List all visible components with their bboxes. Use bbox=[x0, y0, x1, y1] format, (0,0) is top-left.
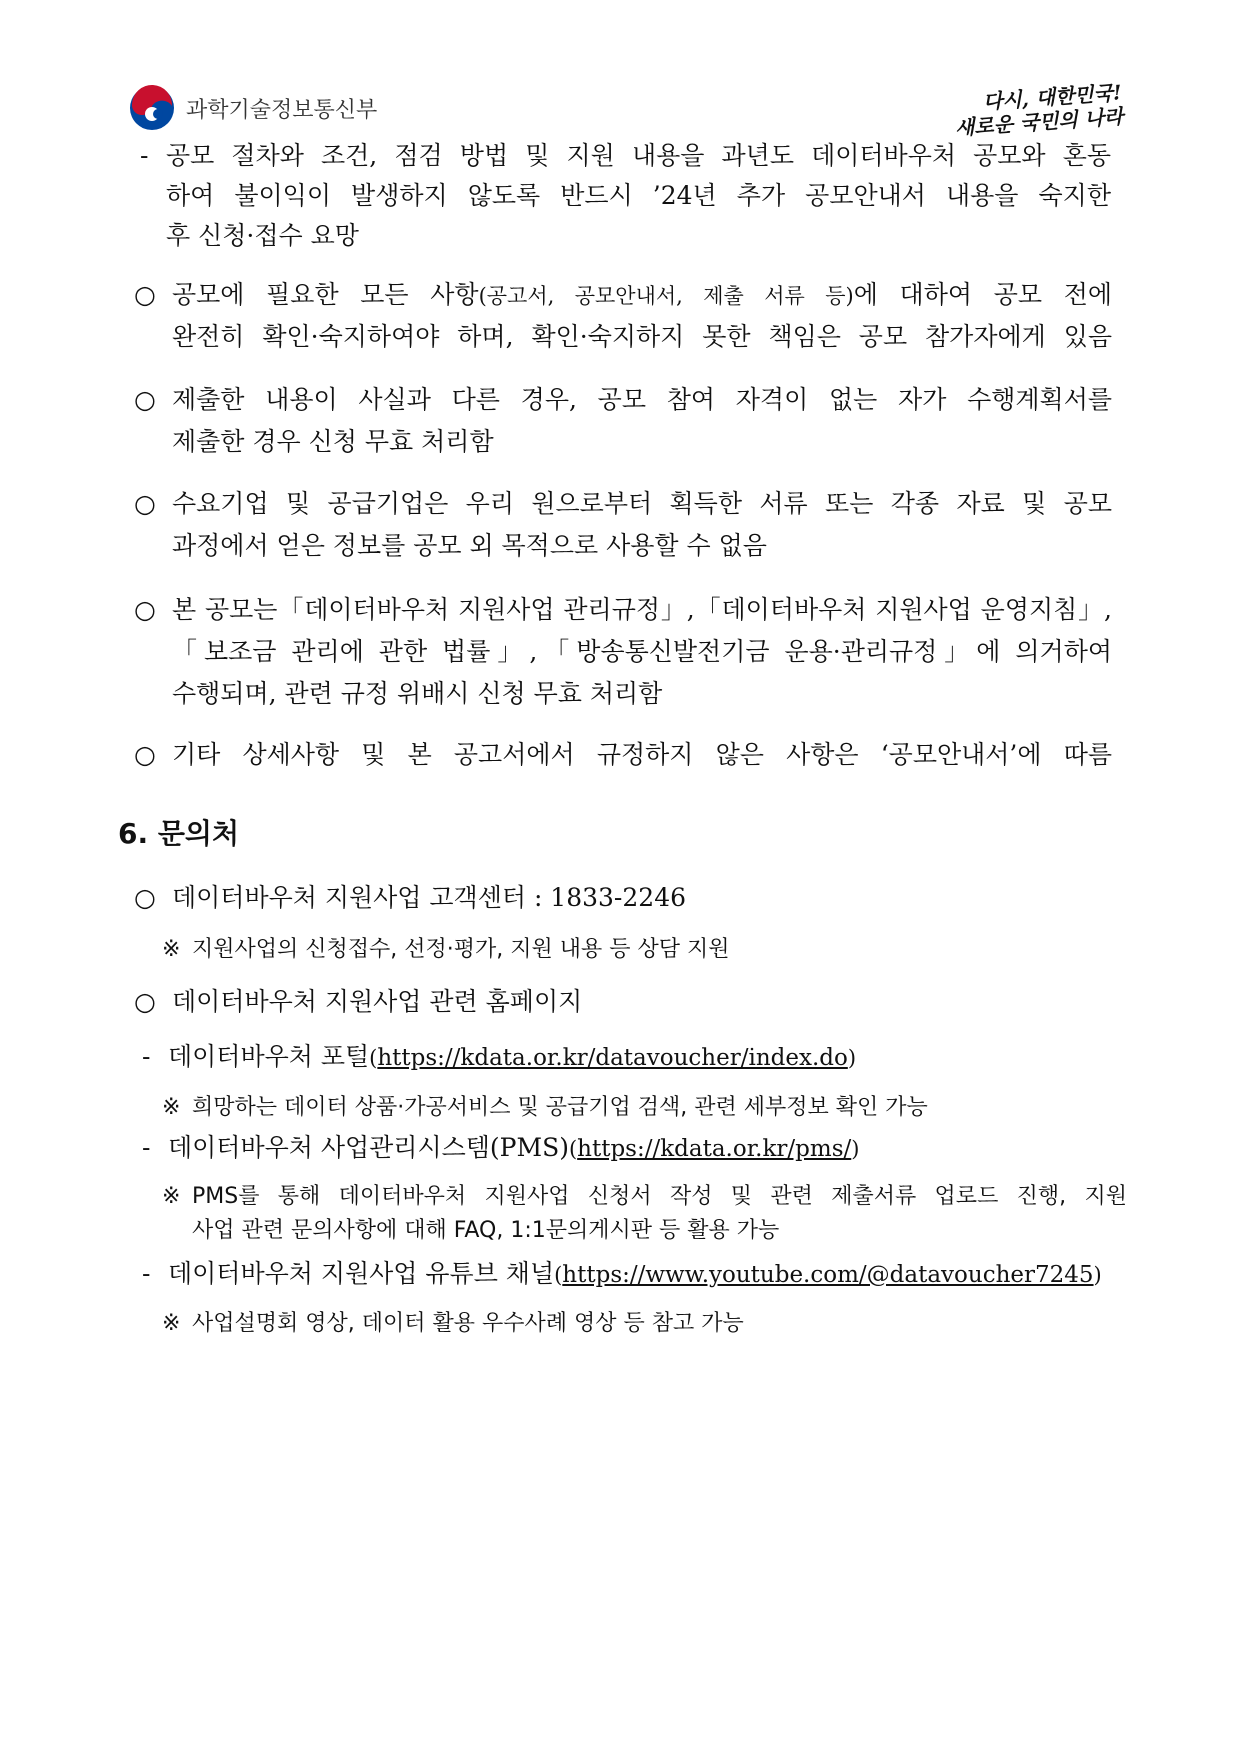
paren: ) bbox=[851, 1137, 860, 1161]
youtube-link[interactable]: https://www.youtube.com/@datavoucher7245 bbox=[562, 1262, 1094, 1288]
note-marker: ※ bbox=[162, 1311, 181, 1336]
circle-marker: ○ bbox=[134, 595, 156, 624]
paragraph-line: 제출한 경우 신청 무효 처리함 bbox=[172, 427, 494, 456]
note-text: 지원사업의 신청접수, 선정·평가, 지원 내용 등 상담 지원 bbox=[192, 937, 730, 962]
slogan-line-1: 다시, 대한민국! bbox=[981, 80, 1122, 114]
note-marker: ※ bbox=[162, 937, 181, 962]
note-text: 희망하는 데이터 상품·가공서비스 및 공급기업 검색, 관련 세부정보 확인 가능 bbox=[192, 1095, 928, 1120]
taegeuk-icon bbox=[128, 84, 176, 132]
dash-marker: - bbox=[142, 1259, 151, 1288]
paragraph-line: 공모 절차와 조건, 점검 방법 및 지원 내용을 과년도 데이터바우처 공모와 혼동 bbox=[166, 141, 1111, 170]
paragraph-line: 「보조금 관리에 관한 법률」,「방송통신발전기금 운용·관리규정」에 의거하여 bbox=[172, 637, 1112, 666]
circle-marker: ○ bbox=[134, 280, 156, 309]
contact-text: 데이터바우처 지원사업 관련 홈페이지 bbox=[172, 987, 583, 1016]
circle-marker: ○ bbox=[134, 740, 156, 769]
ministry-name: 과학기술정보통신부 bbox=[186, 97, 378, 123]
portal-link[interactable]: https://kdata.or.kr/datavoucher/index.do bbox=[377, 1045, 848, 1071]
paren: ( bbox=[554, 1263, 563, 1287]
dash-marker: - bbox=[142, 1042, 151, 1071]
note-text: PMS를 통해 데이터바우처 지원사업 신청서 작성 및 관련 제출서류 업로드 진행, 지원 bbox=[192, 1184, 1127, 1209]
paragraph-line: 하여 불이익이 발생하지 않도록 반드시 ’24년 추가 공모안내서 내용을 숙지한 bbox=[166, 181, 1111, 210]
section-heading: 6. 문의처 bbox=[118, 817, 240, 850]
paragraph-line: 완전히 확인·숙지하여야 하며, 확인·숙지하지 못한 책임은 공모 참가자에게 있음 bbox=[172, 322, 1112, 351]
note-marker: ※ bbox=[162, 1184, 181, 1209]
paragraph-line: 수요기업 및 공급기업은 우리 원으로부터 획득한 서류 또는 각종 자료 및 공모 bbox=[172, 489, 1112, 518]
paragraph-text: 공모에 필요한 모든 사항 bbox=[172, 280, 479, 309]
paren: ( bbox=[369, 1046, 378, 1070]
paragraph-line bbox=[172, 275, 1112, 316]
paren: ) bbox=[847, 1046, 857, 1070]
homepage-line bbox=[168, 1128, 1113, 1169]
note-marker: ※ bbox=[162, 1095, 181, 1120]
circle-marker: ○ bbox=[134, 489, 156, 518]
paragraph-line: 과정에서 얻은 정보를 공모 외 목적으로 사용할 수 없음 bbox=[172, 531, 767, 560]
paragraph-line: 수행되며, 관련 규정 위배시 신청 무효 처리함 bbox=[172, 679, 663, 708]
dash-marker: - bbox=[142, 1133, 151, 1162]
circle-marker: ○ bbox=[134, 883, 156, 912]
note-text: 사업 관련 문의사항에 대해 FAQ, 1:1문의게시판 등 활용 가능 bbox=[192, 1218, 780, 1243]
paren: ( bbox=[568, 1137, 578, 1161]
dash-marker: - bbox=[140, 141, 149, 170]
paragraph-small-text: (공고서, 공모안내서, 제출 서류 등) bbox=[478, 284, 854, 308]
pms-link[interactable]: https://kdata.or.kr/pms/ bbox=[577, 1136, 852, 1162]
slogan-line-2: 새로운 국민의 나라 bbox=[953, 104, 1124, 140]
paragraph-line: 제출한 내용이 사실과 다른 경우, 공모 참여 자격이 없는 자가 수행계획서를 bbox=[172, 385, 1112, 414]
note-text: 사업설명회 영상, 데이터 활용 우수사례 영상 등 참고 가능 bbox=[192, 1311, 744, 1336]
homepage-label: 데이터바우처 포털 bbox=[168, 1042, 370, 1071]
homepage-label: 데이터바우처 사업관리시스템(PMS) bbox=[168, 1133, 569, 1162]
paragraph-line: 후 신청·접수 요망 bbox=[166, 221, 359, 250]
contact-text: 데이터바우처 지원사업 고객센터 : 1833-2246 bbox=[172, 883, 687, 912]
ministry-logo bbox=[128, 84, 377, 132]
slogan bbox=[952, 80, 1123, 140]
homepage-label: 데이터바우처 지원사업 유튜브 채널 bbox=[168, 1259, 555, 1288]
paragraph-line: 본 공모는「데이터바우처 지원사업 관리규정」,「데이터바우처 지원사업 운영지침」, bbox=[172, 595, 1112, 624]
paragraph-text: 에 대하여 공모 전에 bbox=[853, 280, 1112, 309]
paren: ) bbox=[1093, 1263, 1102, 1287]
homepage-line bbox=[168, 1254, 1113, 1295]
homepage-line bbox=[168, 1037, 1113, 1078]
circle-marker: ○ bbox=[134, 987, 156, 1016]
page-header bbox=[0, 0, 1240, 140]
paragraph-line: 기타 상세사항 및 본 공고서에서 규정하지 않은 사항은 ‘공모안내서’에 따름 bbox=[172, 740, 1112, 769]
circle-marker: ○ bbox=[134, 385, 156, 414]
